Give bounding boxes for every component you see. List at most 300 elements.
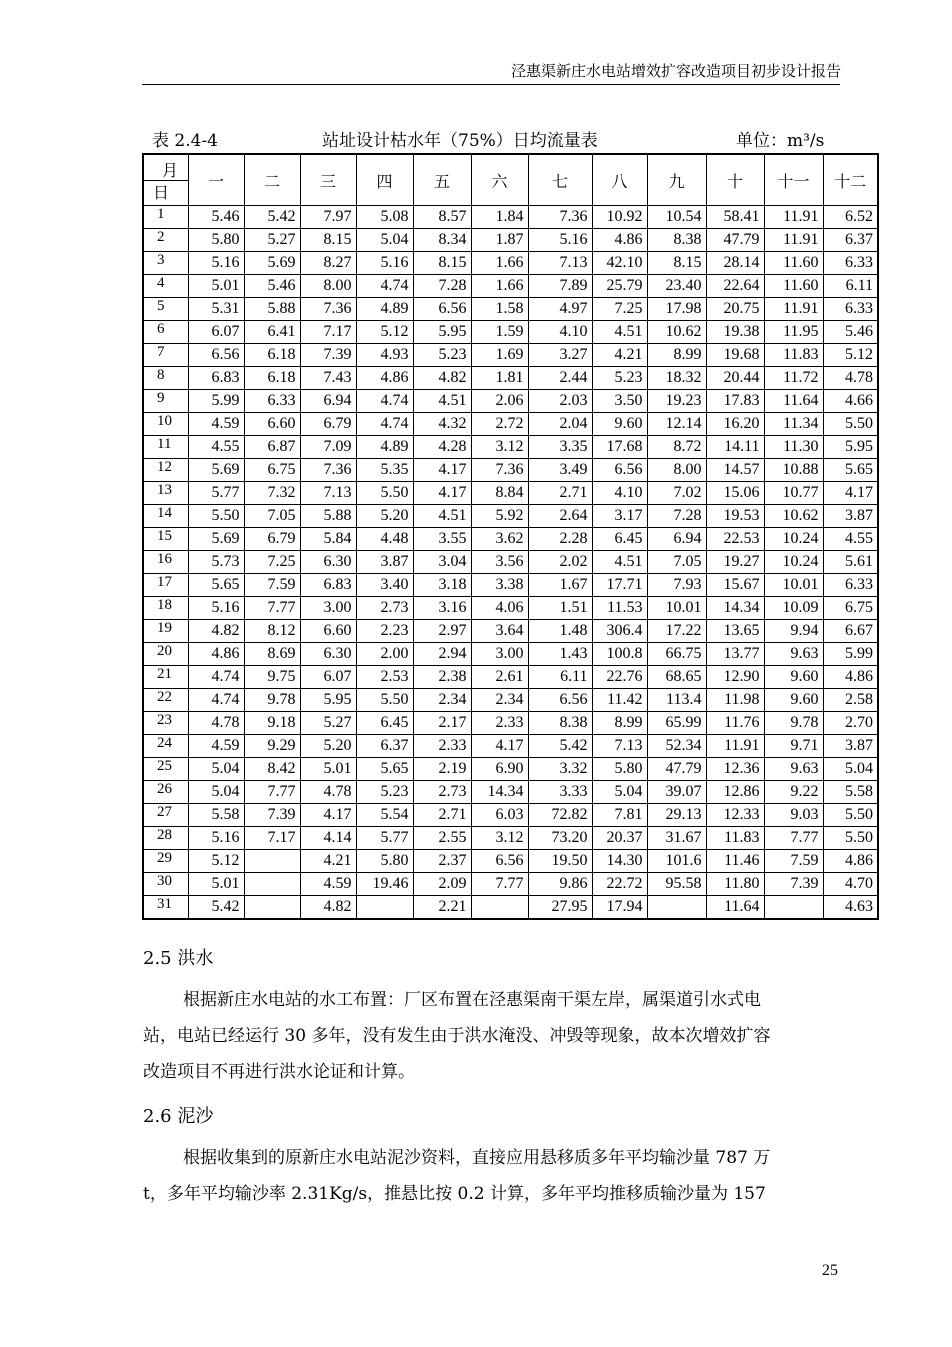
flow-value-cell: 6.56 xyxy=(471,850,528,873)
flow-value-cell: 6.52 xyxy=(823,206,878,229)
flow-value-cell: 4.78 xyxy=(188,712,244,735)
flow-value-cell: 3.16 xyxy=(413,597,471,620)
flow-value-cell: 4.86 xyxy=(592,229,647,252)
flow-value-cell: 5.80 xyxy=(356,850,413,873)
flow-value-cell: 10.88 xyxy=(764,459,823,482)
flow-value-cell: 5.77 xyxy=(356,827,413,850)
flow-value-cell: 4.86 xyxy=(823,850,878,873)
flow-value-cell: 7.39 xyxy=(764,873,823,896)
flow-value-cell: 5.42 xyxy=(244,206,300,229)
section-paragraph-sediment xyxy=(143,1140,843,1212)
flow-value-cell: 4.28 xyxy=(413,436,471,459)
flow-value-cell: 7.77 xyxy=(764,827,823,850)
flow-value-cell: 9.71 xyxy=(764,735,823,758)
flow-value-cell: 7.36 xyxy=(528,206,592,229)
section-paragraph-flood xyxy=(143,982,843,1090)
flow-value-cell: 8.15 xyxy=(647,252,706,275)
flow-value-cell: 2.00 xyxy=(356,643,413,666)
flow-value-cell: 3.87 xyxy=(823,735,878,758)
flow-value-cell: 4.32 xyxy=(413,413,471,436)
flow-value-cell: 5.16 xyxy=(188,597,244,620)
flow-value-cell: 9.94 xyxy=(764,620,823,643)
flow-value-cell: 6.83 xyxy=(188,367,244,390)
flow-value-cell: 7.59 xyxy=(244,574,300,597)
flow-value-cell: 5.12 xyxy=(356,321,413,344)
flow-value-cell: 9.78 xyxy=(244,689,300,712)
flow-value-cell: 11.34 xyxy=(764,413,823,436)
flow-value-cell: 8.34 xyxy=(413,229,471,252)
flow-value-cell: 17.83 xyxy=(706,390,764,413)
flow-value-cell: 5.65 xyxy=(356,758,413,781)
corner-day-label: 日 xyxy=(153,185,170,202)
paragraph-line: t，多年平均输沙率 2.31Kg/s，推悬比按 0.2 计算，多年平均推移质输沙量为 157 xyxy=(143,1184,766,1204)
flow-value-cell: 4.17 xyxy=(823,482,878,505)
flow-value-cell: 52.34 xyxy=(647,735,706,758)
flow-value-cell: 2.02 xyxy=(528,551,592,574)
flow-value-cell: 8.72 xyxy=(647,436,706,459)
flow-value-cell: 6.33 xyxy=(823,574,878,597)
flow-value-cell: 10.01 xyxy=(764,574,823,597)
section-heading-sediment: 2.6 泥沙 xyxy=(143,1106,214,1127)
flow-value-cell: 5.04 xyxy=(592,781,647,804)
flow-value-cell: 6.07 xyxy=(300,666,356,689)
flow-value-cell: 2.94 xyxy=(413,643,471,666)
flow-value-cell: 3.38 xyxy=(471,574,528,597)
flow-value-cell: 42.10 xyxy=(592,252,647,275)
flow-value-cell: 4.93 xyxy=(356,344,413,367)
flow-value-cell: 4.10 xyxy=(592,482,647,505)
flow-value-cell: 9.29 xyxy=(244,735,300,758)
day-cell: 3 xyxy=(143,252,188,275)
flow-value-cell: 2.17 xyxy=(413,712,471,735)
flow-value-cell: 7.09 xyxy=(300,436,356,459)
flow-value-cell: 4.55 xyxy=(188,436,244,459)
flow-value-cell: 7.77 xyxy=(471,873,528,896)
flow-value-cell: 18.32 xyxy=(647,367,706,390)
day-cell: 15 xyxy=(143,528,188,551)
flow-value-cell: 9.60 xyxy=(764,666,823,689)
flow-value-cell: 2.73 xyxy=(356,597,413,620)
flow-value-cell: 10.54 xyxy=(647,206,706,229)
table-row xyxy=(143,551,878,574)
flow-value-cell: 17.94 xyxy=(592,896,647,920)
table-header-row xyxy=(143,154,878,206)
flow-value-cell: 3.64 xyxy=(471,620,528,643)
flow-value-cell: 11.64 xyxy=(706,896,764,920)
table-row xyxy=(143,827,878,850)
flow-value-cell xyxy=(244,850,300,873)
flow-value-cell: 5.20 xyxy=(300,735,356,758)
flow-value-cell: 8.27 xyxy=(300,252,356,275)
flow-value-cell: 5.08 xyxy=(356,206,413,229)
flow-value-cell: 2.97 xyxy=(413,620,471,643)
flow-value-cell: 6.79 xyxy=(244,528,300,551)
flow-value-cell: 4.59 xyxy=(300,873,356,896)
flow-value-cell: 11.95 xyxy=(764,321,823,344)
flow-value-cell: 5.46 xyxy=(244,275,300,298)
flow-value-cell: 3.40 xyxy=(356,574,413,597)
day-cell: 22 xyxy=(143,689,188,712)
flow-value-cell: 29.13 xyxy=(647,804,706,827)
flow-value-cell: 5.01 xyxy=(300,758,356,781)
flow-value-cell: 4.74 xyxy=(356,275,413,298)
flow-value-cell: 7.36 xyxy=(300,298,356,321)
flow-value-cell: 5.84 xyxy=(300,528,356,551)
flow-value-cell: 3.87 xyxy=(823,505,878,528)
table-row xyxy=(143,735,878,758)
flow-value-cell: 14.30 xyxy=(592,850,647,873)
flow-value-cell: 1.69 xyxy=(471,344,528,367)
flow-value-cell: 17.68 xyxy=(592,436,647,459)
flow-value-cell: 3.32 xyxy=(528,758,592,781)
day-cell: 23 xyxy=(143,712,188,735)
flow-value-cell: 11.91 xyxy=(764,206,823,229)
table-unit: 单位：m³/s xyxy=(736,131,825,151)
flow-value-cell: 4.82 xyxy=(413,367,471,390)
flow-value-cell: 7.39 xyxy=(244,804,300,827)
flow-value-cell: 11.91 xyxy=(764,229,823,252)
flow-value-cell: 2.44 xyxy=(528,367,592,390)
flow-value-cell: 5.46 xyxy=(188,206,244,229)
flow-value-cell: 95.58 xyxy=(647,873,706,896)
flow-value-cell: 1.66 xyxy=(471,252,528,275)
flow-value-cell: 5.69 xyxy=(188,528,244,551)
paragraph-line: 根据收集到的原新庄水电站泥沙资料，直接应用悬移质多年平均输沙量 787 万 xyxy=(183,1148,771,1168)
flow-value-cell: 6.56 xyxy=(413,298,471,321)
table-row xyxy=(143,666,878,689)
day-cell: 31 xyxy=(143,896,188,920)
flow-value-cell: 7.93 xyxy=(647,574,706,597)
flow-value-cell: 11.60 xyxy=(764,275,823,298)
flow-value-cell: 2.64 xyxy=(528,505,592,528)
flow-value-cell: 4.17 xyxy=(471,735,528,758)
flow-value-cell: 3.35 xyxy=(528,436,592,459)
flow-value-cell: 9.78 xyxy=(764,712,823,735)
table-row xyxy=(143,436,878,459)
flow-value-cell: 13.65 xyxy=(706,620,764,643)
flow-value-cell: 6.79 xyxy=(300,413,356,436)
table-row xyxy=(143,229,878,252)
flow-value-cell: 9.63 xyxy=(764,643,823,666)
day-cell: 21 xyxy=(143,666,188,689)
flow-value-cell: 8.99 xyxy=(592,712,647,735)
flow-value-cell: 2.23 xyxy=(356,620,413,643)
flow-value-cell: 1.43 xyxy=(528,643,592,666)
flow-value-cell: 10.92 xyxy=(592,206,647,229)
flow-value-cell: 6.45 xyxy=(356,712,413,735)
flow-value-cell: 14.11 xyxy=(706,436,764,459)
flow-value-cell: 5.16 xyxy=(188,827,244,850)
flow-value-cell: 6.56 xyxy=(528,689,592,712)
table-row xyxy=(143,758,878,781)
table-row xyxy=(143,275,878,298)
flow-value-cell: 5.01 xyxy=(188,275,244,298)
flow-value-cell: 5.35 xyxy=(356,459,413,482)
flow-value-cell: 101.6 xyxy=(647,850,706,873)
flow-value-cell: 100.8 xyxy=(592,643,647,666)
flow-value-cell: 22.64 xyxy=(706,275,764,298)
flow-value-cell: 12.14 xyxy=(647,413,706,436)
flow-value-cell: 5.50 xyxy=(356,689,413,712)
day-cell: 8 xyxy=(143,367,188,390)
flow-value-cell: 11.80 xyxy=(706,873,764,896)
flow-value-cell: 17.98 xyxy=(647,298,706,321)
flow-value-cell: 66.75 xyxy=(647,643,706,666)
flow-value-cell: 7.17 xyxy=(244,827,300,850)
flow-value-cell: 10.62 xyxy=(764,505,823,528)
flow-value-cell: 10.24 xyxy=(764,528,823,551)
flow-value-cell: 7.43 xyxy=(300,367,356,390)
table-row xyxy=(143,873,878,896)
month-header: 八 xyxy=(592,154,647,206)
flow-value-cell: 4.74 xyxy=(188,689,244,712)
flow-value-cell: 9.60 xyxy=(592,413,647,436)
flow-value-cell: 7.05 xyxy=(647,551,706,574)
flow-value-cell: 14.57 xyxy=(706,459,764,482)
flow-value-cell: 8.57 xyxy=(413,206,471,229)
flow-value-cell: 7.77 xyxy=(244,597,300,620)
flow-value-cell: 16.20 xyxy=(706,413,764,436)
flow-value-cell: 5.27 xyxy=(244,229,300,252)
day-cell: 5 xyxy=(143,298,188,321)
table-row xyxy=(143,252,878,275)
flow-value-cell: 5.01 xyxy=(188,873,244,896)
flow-value-cell: 1.87 xyxy=(471,229,528,252)
day-cell: 17 xyxy=(143,574,188,597)
day-cell: 6 xyxy=(143,321,188,344)
flow-value-cell: 9.60 xyxy=(764,689,823,712)
flow-value-cell: 19.68 xyxy=(706,344,764,367)
flow-value-cell: 5.88 xyxy=(244,298,300,321)
day-cell: 16 xyxy=(143,551,188,574)
flow-value-cell: 5.80 xyxy=(188,229,244,252)
flow-value-cell: 2.53 xyxy=(356,666,413,689)
flow-value-cell: 4.63 xyxy=(823,896,878,920)
flow-value-cell: 5.46 xyxy=(823,321,878,344)
flow-value-cell: 8.00 xyxy=(300,275,356,298)
flow-value-cell: 5.04 xyxy=(823,758,878,781)
month-header: 七 xyxy=(528,154,592,206)
flow-value-cell: 5.95 xyxy=(823,436,878,459)
flow-value-cell: 5.80 xyxy=(592,758,647,781)
flow-value-cell: 3.27 xyxy=(528,344,592,367)
month-header: 九 xyxy=(647,154,706,206)
flow-value-cell: 5.42 xyxy=(528,735,592,758)
table-row xyxy=(143,528,878,551)
flow-value-cell: 5.54 xyxy=(356,804,413,827)
flow-value-cell: 5.23 xyxy=(592,367,647,390)
flow-value-cell: 68.65 xyxy=(647,666,706,689)
month-header: 十二 xyxy=(823,154,878,206)
flow-value-cell: 9.22 xyxy=(764,781,823,804)
flow-value-cell: 6.56 xyxy=(188,344,244,367)
flow-value-cell: 2.21 xyxy=(413,896,471,920)
flow-value-cell: 3.00 xyxy=(471,643,528,666)
flow-value-cell: 4.74 xyxy=(356,413,413,436)
flow-value-cell xyxy=(471,896,528,920)
flow-value-cell: 6.45 xyxy=(592,528,647,551)
flow-value-cell: 3.12 xyxy=(471,827,528,850)
flow-value-cell: 7.36 xyxy=(300,459,356,482)
table-row xyxy=(143,344,878,367)
flow-value-cell: 3.18 xyxy=(413,574,471,597)
flow-value-cell: 4.51 xyxy=(592,321,647,344)
flow-value-cell: 4.17 xyxy=(300,804,356,827)
flow-value-cell: 2.38 xyxy=(413,666,471,689)
flow-value-cell: 4.17 xyxy=(413,459,471,482)
flow-value-cell xyxy=(244,873,300,896)
flow-value-cell: 8.69 xyxy=(244,643,300,666)
flow-value-cell: 4.14 xyxy=(300,827,356,850)
flow-value-cell: 5.61 xyxy=(823,551,878,574)
table-row xyxy=(143,643,878,666)
paragraph-line: 根据新庄水电站的水工布置：厂区布置在泾惠渠南干渠左岸，属渠道引水式电 xyxy=(183,990,761,1010)
flow-value-cell: 1.59 xyxy=(471,321,528,344)
day-cell: 20 xyxy=(143,643,188,666)
flow-value-cell: 8.15 xyxy=(413,252,471,275)
flow-value-cell: 65.99 xyxy=(647,712,706,735)
day-cell: 18 xyxy=(143,597,188,620)
flow-value-cell: 5.50 xyxy=(823,413,878,436)
flow-value-cell: 19.27 xyxy=(706,551,764,574)
flow-value-cell: 12.90 xyxy=(706,666,764,689)
flow-value-cell: 5.50 xyxy=(823,804,878,827)
flow-value-cell: 6.33 xyxy=(823,252,878,275)
flow-value-cell: 6.75 xyxy=(244,459,300,482)
flow-value-cell: 5.65 xyxy=(188,574,244,597)
flow-value-cell: 23.40 xyxy=(647,275,706,298)
flow-value-cell: 5.92 xyxy=(471,505,528,528)
flow-value-cell: 11.76 xyxy=(706,712,764,735)
flow-value-cell xyxy=(244,896,300,920)
flow-value-cell: 1.48 xyxy=(528,620,592,643)
flow-value-cell: 1.58 xyxy=(471,298,528,321)
flow-value-cell: 6.33 xyxy=(244,390,300,413)
flow-value-cell: 7.59 xyxy=(764,850,823,873)
flow-value-cell: 1.51 xyxy=(528,597,592,620)
flow-value-cell: 9.86 xyxy=(528,873,592,896)
flow-value-cell: 5.69 xyxy=(244,252,300,275)
flow-value-cell: 6.18 xyxy=(244,367,300,390)
flow-value-cell: 2.71 xyxy=(528,482,592,505)
flow-value-cell: 7.77 xyxy=(244,781,300,804)
flow-value-cell: 10.01 xyxy=(647,597,706,620)
day-cell: 9 xyxy=(143,390,188,413)
flow-value-cell: 8.15 xyxy=(300,229,356,252)
flow-value-cell: 5.50 xyxy=(188,505,244,528)
flow-value-cell: 7.81 xyxy=(592,804,647,827)
corner-cell xyxy=(143,154,188,206)
flow-value-cell: 6.30 xyxy=(300,551,356,574)
table-row xyxy=(143,896,878,920)
flow-value-cell: 2.33 xyxy=(413,735,471,758)
flow-value-cell: 7.39 xyxy=(300,344,356,367)
flow-value-cell: 5.99 xyxy=(823,643,878,666)
flow-value-cell: 7.32 xyxy=(244,482,300,505)
flow-value-cell: 2.72 xyxy=(471,413,528,436)
flow-value-cell: 20.75 xyxy=(706,298,764,321)
flow-value-cell: 2.55 xyxy=(413,827,471,850)
flow-value-cell: 2.34 xyxy=(471,689,528,712)
table-row xyxy=(143,712,878,735)
flow-value-cell: 5.27 xyxy=(300,712,356,735)
flow-value-cell: 15.06 xyxy=(706,482,764,505)
flow-value-cell: 4.89 xyxy=(356,436,413,459)
table-row xyxy=(143,505,878,528)
flow-value-cell: 7.25 xyxy=(244,551,300,574)
flow-value-cell: 11.64 xyxy=(764,390,823,413)
flow-value-cell: 2.58 xyxy=(823,689,878,712)
flow-value-cell: 6.30 xyxy=(300,643,356,666)
flow-value-cell: 8.12 xyxy=(244,620,300,643)
day-cell: 28 xyxy=(143,827,188,850)
flow-value-cell: 1.81 xyxy=(471,367,528,390)
flow-value-cell: 10.09 xyxy=(764,597,823,620)
flow-value-cell: 3.12 xyxy=(471,436,528,459)
flow-value-cell: 3.17 xyxy=(592,505,647,528)
flow-value-cell: 5.20 xyxy=(356,505,413,528)
flow-value-cell: 10.62 xyxy=(647,321,706,344)
flow-value-cell: 1.67 xyxy=(528,574,592,597)
flow-value-cell: 5.23 xyxy=(356,781,413,804)
flow-value-cell: 5.58 xyxy=(188,804,244,827)
corner-month-label: 月 xyxy=(162,163,179,180)
paragraph-line: 改造项目不再进行洪水论证和计算。 xyxy=(143,1062,415,1082)
flow-value-cell: 9.18 xyxy=(244,712,300,735)
day-cell: 10 xyxy=(143,413,188,436)
flow-value-cell: 11.60 xyxy=(764,252,823,275)
flow-value-cell: 11.53 xyxy=(592,597,647,620)
flow-value-cell: 8.38 xyxy=(528,712,592,735)
table-row xyxy=(143,781,878,804)
flow-value-cell: 5.04 xyxy=(356,229,413,252)
flow-value-cell: 11.42 xyxy=(592,689,647,712)
flow-value-cell: 2.73 xyxy=(413,781,471,804)
flow-value-cell: 15.67 xyxy=(706,574,764,597)
flow-value-cell: 17.22 xyxy=(647,620,706,643)
flow-value-cell: 4.86 xyxy=(823,666,878,689)
flow-value-cell: 6.37 xyxy=(356,735,413,758)
flow-value-cell: 5.65 xyxy=(823,459,878,482)
flow-value-cell: 4.78 xyxy=(300,781,356,804)
flow-value-cell: 2.04 xyxy=(528,413,592,436)
flow-value-cell: 5.16 xyxy=(356,252,413,275)
flow-value-cell: 4.17 xyxy=(413,482,471,505)
flow-value-cell: 20.37 xyxy=(592,827,647,850)
flow-value-cell: 8.42 xyxy=(244,758,300,781)
flow-value-cell xyxy=(647,896,706,920)
flow-value-cell: 2.03 xyxy=(528,390,592,413)
flow-value-cell: 5.73 xyxy=(188,551,244,574)
flow-value-cell: 3.50 xyxy=(592,390,647,413)
flow-value-cell: 9.63 xyxy=(764,758,823,781)
day-cell: 2 xyxy=(143,229,188,252)
flow-value-cell: 5.95 xyxy=(413,321,471,344)
header-rule xyxy=(142,84,840,85)
flow-value-cell: 7.25 xyxy=(592,298,647,321)
flow-value-cell: 22.53 xyxy=(706,528,764,551)
section-heading-flood: 2.5 洪水 xyxy=(143,948,214,969)
flow-value-cell xyxy=(356,896,413,920)
flow-value-cell: 27.95 xyxy=(528,896,592,920)
flow-value-cell: 5.69 xyxy=(188,459,244,482)
flow-value-cell: 5.04 xyxy=(188,758,244,781)
table-row xyxy=(143,804,878,827)
flow-value-cell: 1.66 xyxy=(471,275,528,298)
flow-value-cell: 4.66 xyxy=(823,390,878,413)
flow-value-cell: 3.87 xyxy=(356,551,413,574)
flow-value-cell: 306.4 xyxy=(592,620,647,643)
